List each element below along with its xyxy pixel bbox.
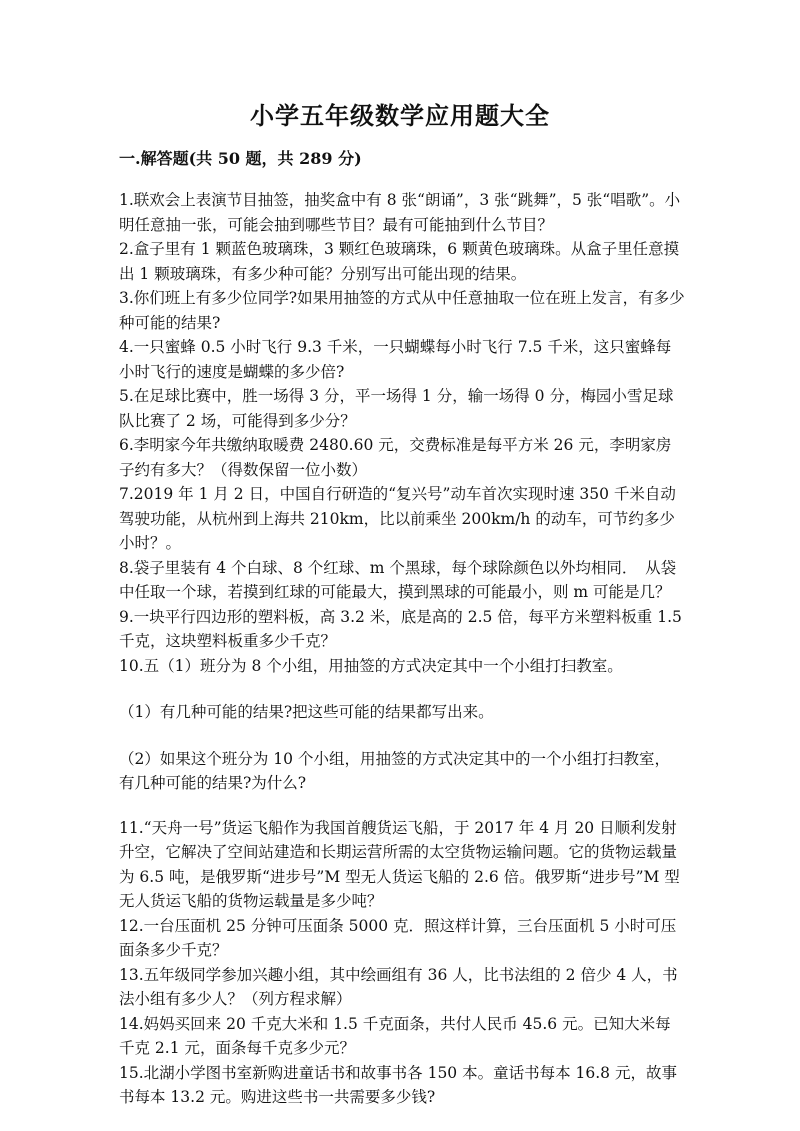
page-title: 小学五年级数学应用题大全	[250, 101, 550, 130]
question-7: 7.2019 年 1 月 2 日，中国自行研造的“复兴号”动车首次实现时速 350 千米自动驾驶功能，从杭州到上海共 210km，比以前乘坐 200km/h 的动车，可节约多少小时？。	[119, 485, 676, 552]
question-12: 12.一台压面机 25 分钟可压面条 5000 克．照这样计算，三台压面机 5 小时可压面条多少千克？	[119, 916, 677, 959]
question-10-part-1: （1）有几种可能的结果?把这些可能的结果都写出来。	[119, 703, 494, 721]
question-3: 3.你们班上有多少位同学?如果用抽签的方式从中任意抽取一位在班上发言，有多少种可能的结果?	[119, 289, 685, 332]
question-2: 2.盒子里有 1 颗蓝色玻璃珠，3 颗红色玻璃珠，6 颗黄色玻璃珠。从盒子里任意摸出 1 颗玻璃珠，有多少种可能？分别写出可能出现的结果。	[119, 240, 680, 283]
question-8: 8.袋子里装有 4 个白球、8 个红球、m 个黑球，每个球除颜色以外均相同． 从袋中任取一个球，若摸到红球的可能最大，摸到黑球的可能最小，则 m 可能是几？	[119, 558, 677, 601]
question-list	[119, 188, 685, 1110]
question-5: 5.在足球比赛中，胜一场得 3 分，平一场得 1 分，输一场得 0 分，梅园小雪足球队比赛了 2 场，可能得到多少分？	[119, 387, 674, 430]
section-header: 一.解答题(共 50 题，共 289 分)	[119, 149, 362, 168]
question-6: 6.李明家今年共缴纳取暖费 2480.60 元，交费标准是每平方米 26 元，李明家房子约有多大？（得数保留一位小数）	[119, 436, 672, 479]
question-10-part-2: （2）如果这个班分为 10 个小组，用抽签的方式决定其中的一个小组打扫教室，有几种可能的结果?为什么?	[119, 749, 670, 792]
question-10: 10.五（1）班分为 8 个小组，用抽签的方式决定其中一个小组打扫教室。	[119, 656, 623, 675]
question-15: 15.北湖小学图书室新购进童话书和故事书各 150 本。童话书每本 16.8 元，故事书每本 13.2 元。购进这些书一共需要多少钱?	[119, 1063, 677, 1106]
question-1: 1.联欢会上表演节目抽签，抽奖盒中有 8 张“朗诵”，3 张“跳舞”，5 张“唱歌”。小明任意抽一张，可能会抽到哪些节目？最有可能抽到什么节目？	[119, 191, 681, 234]
question-9: 9.一块平行四边形的塑料板，高 3.2 米，底是高的 2.5 倍，每平方米塑料板重 1.5 千克，这块塑料板重多少千克？	[119, 607, 682, 650]
question-4: 4.一只蜜蜂 0.5 小时飞行 9.3 千米，一只蝴蝶每小时飞行 7.5 千米，这只蜜蜂每小时飞行的速度是蝴蝶的多少倍?	[119, 338, 672, 381]
question-11: 11.“天舟一号”货运飞船作为我国首艘货运飞船，于 2017 年 4 月 20 日顺利发射升空，它解决了空间站建造和长期运营所需的太空货物运输问题。它的货物运载量为 6.5 吨，是俄罗斯“进步号”M 型无人货运飞船的 2.6 倍。俄罗斯“进步号”M 型无人货运飞船的货物运载量是多少吨？	[119, 818, 680, 910]
question-13: 13.五年级同学参加兴趣小组，其中绘画组有 36 人，比书法组的 2 倍少 4 人，书法小组有多少人？（列方程求解）	[119, 965, 678, 1008]
question-14: 14.妈妈买回来 20 千克大米和 1.5 千克面条，共付人民币 45.6 元。已知大米每千克 2.1 元，面条每千克多少元？	[119, 1014, 671, 1057]
